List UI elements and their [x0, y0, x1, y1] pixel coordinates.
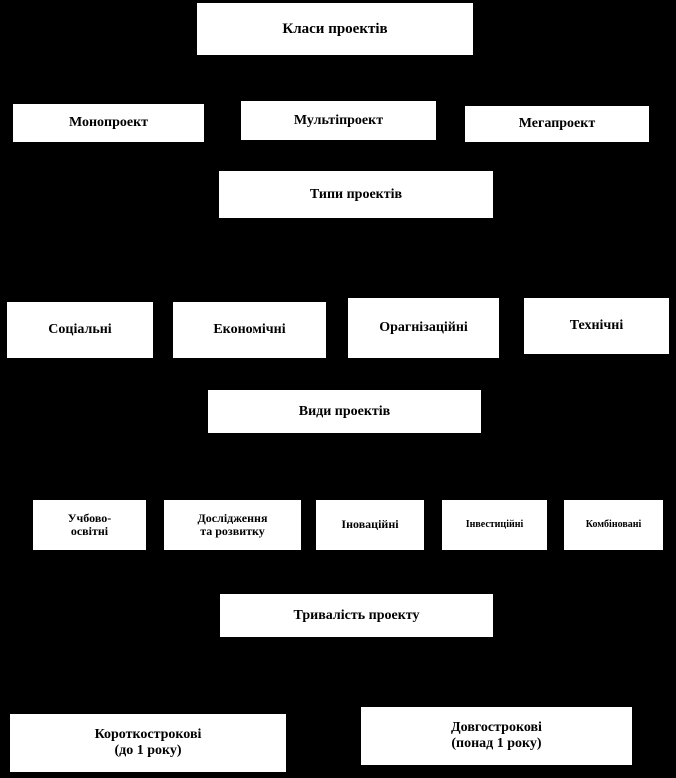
node-doslidzhennya-ta-rozvytku	[163, 499, 302, 551]
node-label: Технічні	[569, 318, 624, 334]
node-label-line1: Учбово-	[67, 510, 112, 525]
node-label-line1: Дослідження	[197, 510, 268, 525]
node-label: Іноваційні	[341, 517, 399, 532]
node-label	[168, 512, 297, 539]
node-label: Інвестиційні	[465, 519, 524, 531]
node-label-line2: освітні	[70, 524, 109, 538]
node-tehnichni	[523, 297, 670, 355]
node-tryvalist-proektu-header	[219, 593, 494, 638]
node-label: Мультіпроект	[293, 112, 384, 128]
node-label: Соціальні	[48, 322, 112, 338]
node-kombinovani	[563, 499, 664, 551]
node-oragnizaciyni	[347, 297, 500, 359]
node-label-line1: Короткострокові	[94, 727, 202, 743]
node-socialni	[6, 301, 154, 359]
node-label: Економічні	[213, 322, 286, 338]
node-label-line2: (до 1 року)	[114, 743, 182, 758]
node-ekonomichni	[172, 301, 327, 359]
node-megaproekt	[464, 105, 650, 143]
node-label: Монопроект	[68, 115, 149, 131]
node-label-line2: (понад 1 року)	[451, 736, 542, 751]
node-investyciyni	[441, 499, 548, 551]
node-label: Орагнізаційні	[379, 320, 468, 336]
node-label-line1: Довгострокові	[451, 720, 542, 736]
node-label: Класи проектів	[282, 20, 388, 37]
node-label	[14, 727, 282, 758]
node-label	[37, 512, 142, 539]
node-klasy-proektiv-header	[196, 2, 474, 56]
node-label: Мегапроект	[518, 116, 596, 132]
node-typy-proektiv-header	[218, 170, 494, 219]
node-label: Тривалість проекту	[293, 607, 420, 623]
node-dovhostrokovi	[360, 706, 633, 766]
node-inovaciyni	[315, 499, 425, 551]
node-vydy-proektiv-header	[207, 389, 482, 434]
node-multiproekt	[240, 100, 437, 141]
node-uchbovo-osvitni	[32, 499, 147, 551]
node-label: Типи проектів	[309, 186, 403, 202]
node-label-line2: та розвитку	[200, 524, 265, 538]
node-label: Види проектів	[298, 403, 391, 419]
node-label	[365, 720, 628, 751]
node-monoproekt	[12, 103, 205, 143]
node-korotkostrokovi	[9, 713, 287, 773]
node-label: Комбіновані	[585, 519, 642, 531]
